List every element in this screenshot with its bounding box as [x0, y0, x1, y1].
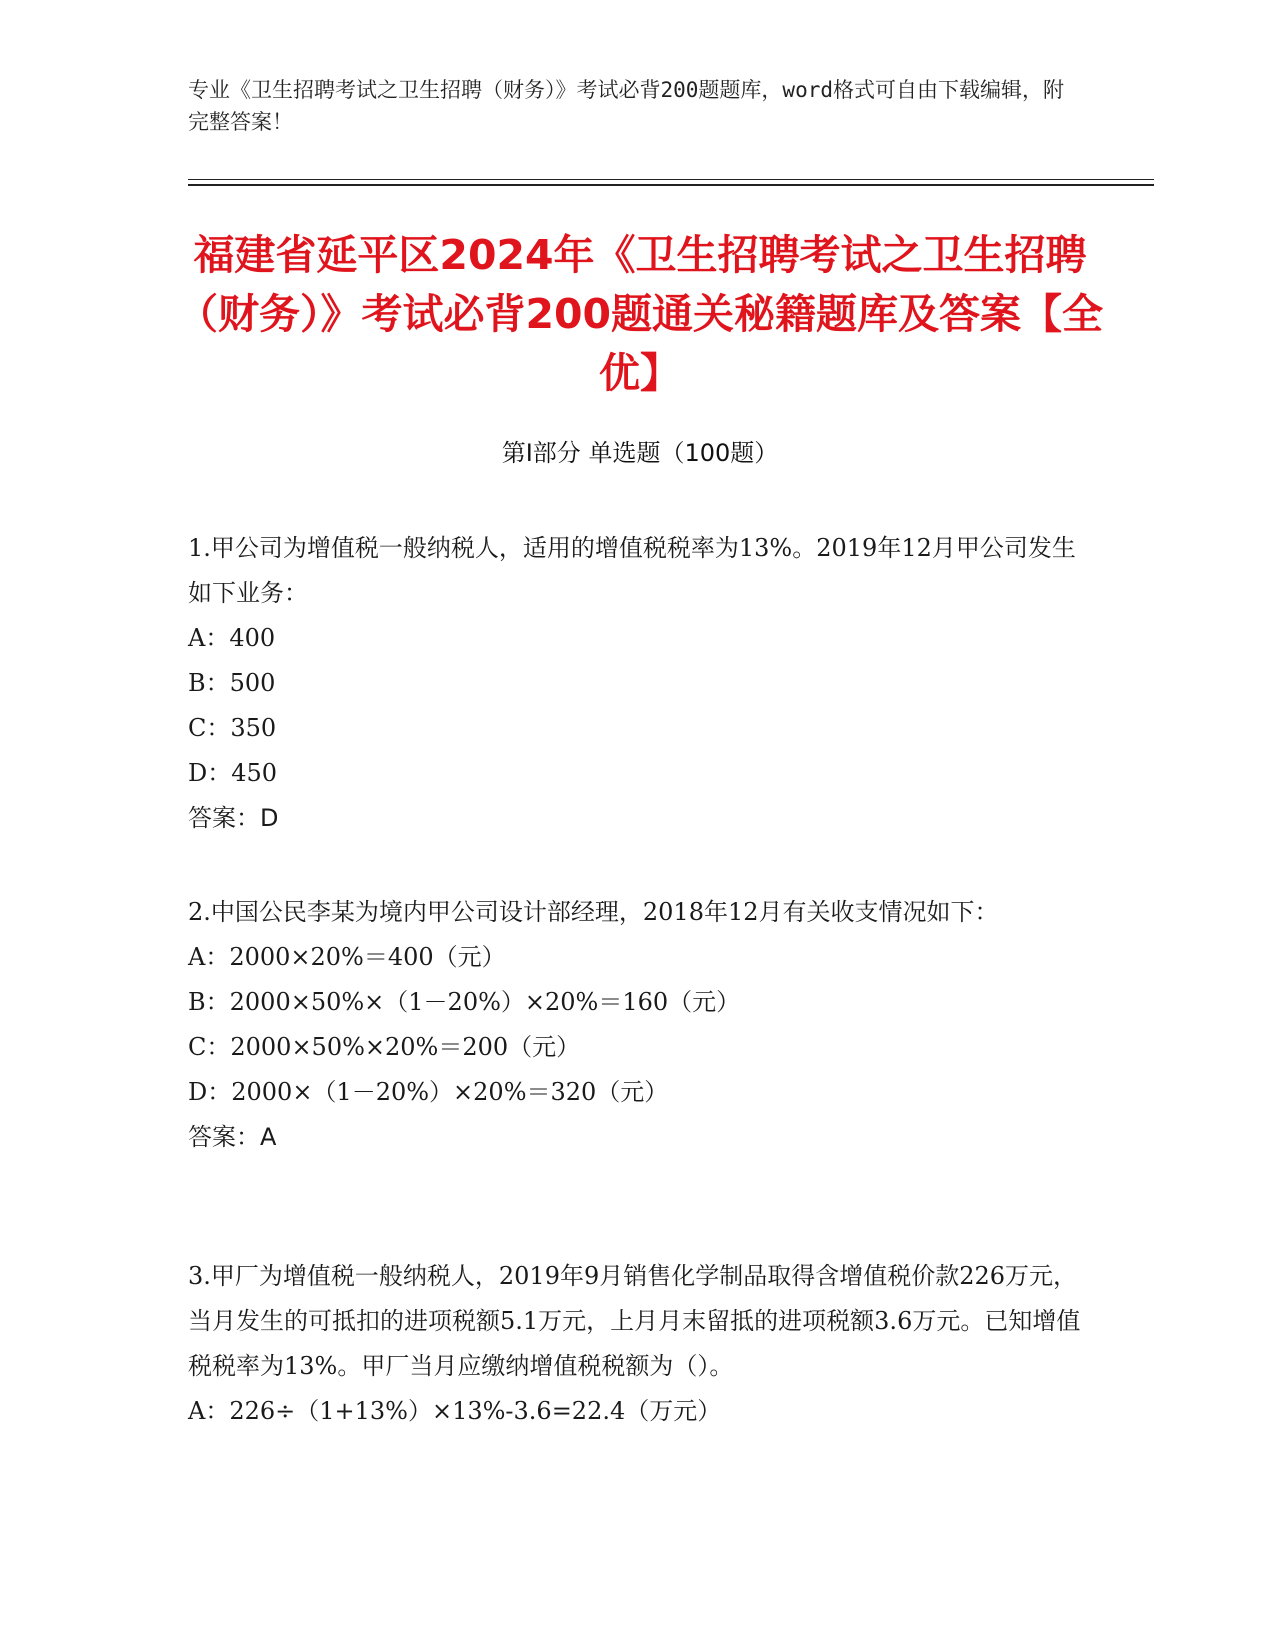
question-stem: 3.甲厂为增值税一般纳税人，2019年9月销售化学制品取得含增值税价款226万元，当月发生的可抵扣的进项税额5.1万元，上月月末留抵的进项税额3.6万元。已知增值税税率为13%。甲厂当月应缴纳增值税税额为（）。 — [188, 1262, 1081, 1380]
header-rule-thin — [188, 179, 1154, 180]
option-b: B：500 — [188, 669, 276, 697]
option-c: C：2000×50%×20%＝200（元） — [188, 1033, 581, 1061]
question-stem: 1.甲公司为增值税一般纳税人，适用的增值税税率为13%。2019年12月甲公司发生如下业务： — [188, 534, 1076, 607]
option-a: A：400 — [188, 624, 276, 652]
option-d: D：2000×（1－20%）×20%＝320（元） — [188, 1078, 669, 1106]
question-2 — [188, 890, 1088, 1160]
option-b: B：2000×50%×（1－20%）×20%＝160（元） — [188, 988, 741, 1016]
header-rule-thick — [188, 184, 1154, 186]
question-1 — [188, 526, 1088, 841]
header-note: 专业《卫生招聘考试之卫生招聘（财务）》考试必背200题题库，word格式可自由下载编辑，附完整答案！ — [188, 78, 1064, 134]
option-a: A：2000×20%＝400（元） — [188, 943, 506, 971]
document-title: 福建省延平区2024年《卫生招聘考试之卫生招聘（财务）》考试必背200题通关秘籍题库及答案【全优】 — [176, 231, 1104, 397]
option-a: A：226÷（1+13%）×13%-3.6=22.4（万元） — [188, 1397, 722, 1425]
option-c: C：350 — [188, 714, 277, 742]
section-title: 第I部分 单选题（100题） — [501, 439, 779, 467]
question-stem: 2.中国公民李某为境内甲公司设计部经理，2018年12月有关收支情况如下： — [188, 898, 999, 926]
answer-line: 答案：D — [188, 804, 279, 832]
answer-line: 答案：A — [188, 1123, 277, 1151]
option-d: D：450 — [188, 759, 278, 787]
question-3 — [188, 1254, 1088, 1434]
